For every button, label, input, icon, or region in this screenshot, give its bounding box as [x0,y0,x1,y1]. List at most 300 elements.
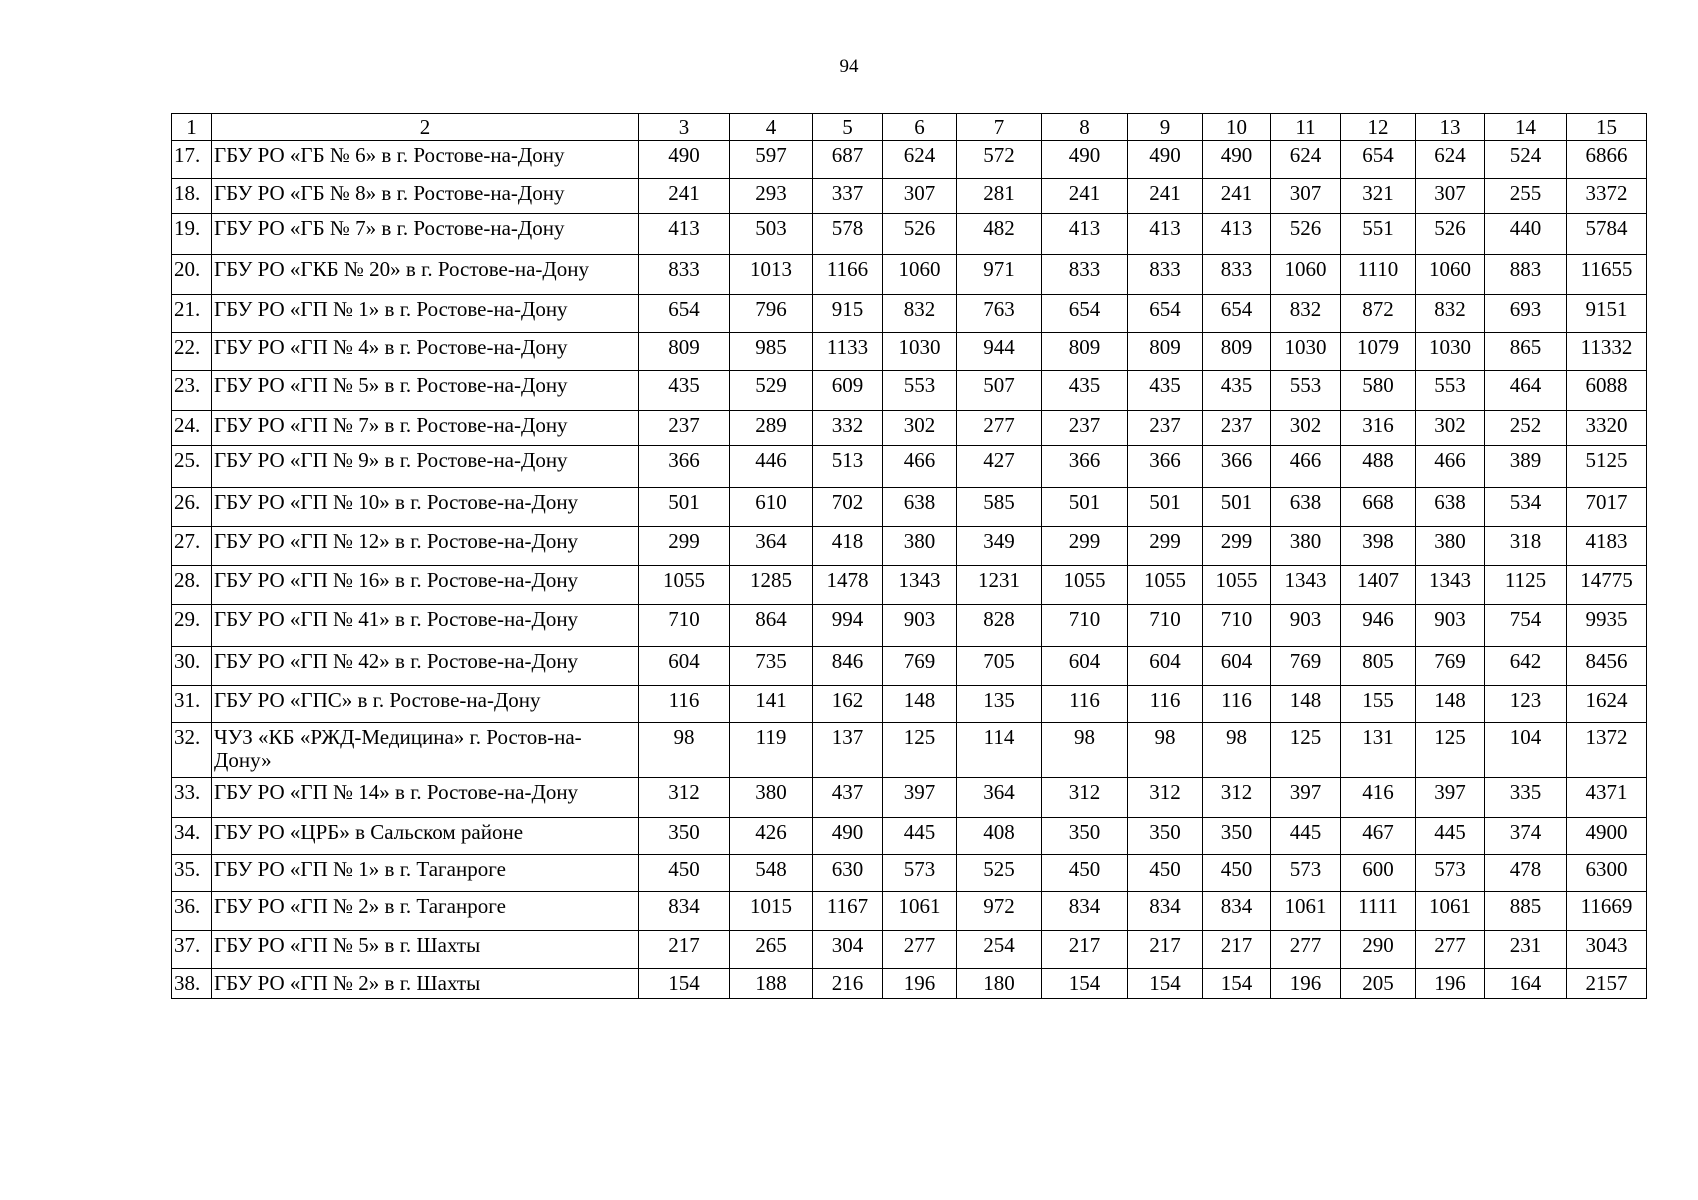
table-row [172,488,1647,527]
table-body [172,141,1647,999]
value-cell-col-3: 116 [639,686,730,723]
value-cell-col-11: 380 [1271,527,1341,566]
value-cell-col-7: 254 [957,931,1042,969]
value-cell-col-6: 302 [883,411,957,446]
value-cell-col-10: 501 [1203,488,1271,527]
value-cell-col-5: 630 [813,855,883,892]
value-cell-col-12: 1079 [1341,333,1416,371]
value-cell-col-8: 604 [1042,647,1128,686]
value-cell-col-3: 654 [639,295,730,333]
value-cell-col-3: 350 [639,818,730,855]
value-cell-col-4: 1285 [730,566,813,605]
value-cell-col-8: 116 [1042,686,1128,723]
value-cell-col-10: 435 [1203,371,1271,411]
value-cell-col-11: 1030 [1271,333,1341,371]
value-cell-col-3: 710 [639,605,730,647]
value-cell-col-15: 3320 [1567,411,1647,446]
value-cell-col-11: 553 [1271,371,1341,411]
value-cell-col-14: 164 [1485,969,1567,999]
column-header-2: 2 [212,114,639,141]
value-cell-col-10: 217 [1203,931,1271,969]
value-cell-col-5: 578 [813,214,883,255]
value-cell-col-15: 6088 [1567,371,1647,411]
value-cell-col-14: 883 [1485,255,1567,295]
column-header-14: 14 [1485,114,1567,141]
value-cell-col-4: 426 [730,818,813,855]
value-cell-col-14: 231 [1485,931,1567,969]
institution-name: ГБУ РО «ГП № 14» в г. Ростове-на-Дону [212,778,639,818]
value-cell-col-4: 735 [730,647,813,686]
value-cell-col-13: 302 [1416,411,1485,446]
value-cell-col-8: 490 [1042,141,1128,179]
value-cell-col-3: 501 [639,488,730,527]
value-cell-col-10: 1055 [1203,566,1271,605]
value-cell-col-8: 237 [1042,411,1128,446]
value-cell-col-10: 833 [1203,255,1271,295]
value-cell-col-3: 1055 [639,566,730,605]
table-row [172,778,1647,818]
value-cell-col-5: 304 [813,931,883,969]
value-cell-col-13: 624 [1416,141,1485,179]
value-cell-col-10: 154 [1203,969,1271,999]
row-number: 34. [172,818,212,855]
value-cell-col-5: 162 [813,686,883,723]
value-cell-col-6: 769 [883,647,957,686]
column-header-11: 11 [1271,114,1341,141]
row-number: 24. [172,411,212,446]
value-cell-col-11: 1060 [1271,255,1341,295]
value-cell-col-7: 114 [957,723,1042,778]
value-cell-col-7: 135 [957,686,1042,723]
value-cell-col-11: 148 [1271,686,1341,723]
value-cell-col-12: 416 [1341,778,1416,818]
value-cell-col-14: 318 [1485,527,1567,566]
value-cell-col-5: 1133 [813,333,883,371]
value-cell-col-3: 98 [639,723,730,778]
value-cell-col-6: 148 [883,686,957,723]
column-header-12: 12 [1341,114,1416,141]
row-number: 22. [172,333,212,371]
value-cell-col-7: 705 [957,647,1042,686]
column-header-4: 4 [730,114,813,141]
value-cell-col-4: 1013 [730,255,813,295]
value-cell-col-10: 237 [1203,411,1271,446]
value-cell-col-7: 277 [957,411,1042,446]
value-cell-col-13: 466 [1416,446,1485,488]
value-cell-col-9: 98 [1128,723,1203,778]
value-cell-col-13: 1030 [1416,333,1485,371]
table-row [172,371,1647,411]
value-cell-col-5: 687 [813,141,883,179]
value-cell-col-12: 155 [1341,686,1416,723]
value-cell-col-11: 466 [1271,446,1341,488]
institution-name: ГБУ РО «ГБ № 8» в г. Ростове-на-Дону [212,179,639,214]
value-cell-col-11: 624 [1271,141,1341,179]
value-cell-col-6: 526 [883,214,957,255]
value-cell-col-12: 805 [1341,647,1416,686]
value-cell-col-13: 148 [1416,686,1485,723]
value-cell-col-8: 809 [1042,333,1128,371]
value-cell-col-9: 604 [1128,647,1203,686]
value-cell-col-6: 1060 [883,255,957,295]
value-cell-col-13: 196 [1416,969,1485,999]
value-cell-col-10: 490 [1203,141,1271,179]
value-cell-col-8: 710 [1042,605,1128,647]
value-cell-col-10: 654 [1203,295,1271,333]
row-number: 19. [172,214,212,255]
value-cell-col-9: 833 [1128,255,1203,295]
value-cell-col-8: 98 [1042,723,1128,778]
value-cell-col-9: 154 [1128,969,1203,999]
value-cell-col-9: 350 [1128,818,1203,855]
value-cell-col-4: 985 [730,333,813,371]
institution-name: ГБУ РО «ГП № 2» в г. Шахты [212,969,639,999]
table-row [172,686,1647,723]
value-cell-col-11: 445 [1271,818,1341,855]
data-table [171,113,1647,999]
value-cell-col-4: 446 [730,446,813,488]
value-cell-col-12: 872 [1341,295,1416,333]
value-cell-col-13: 277 [1416,931,1485,969]
value-cell-col-3: 299 [639,527,730,566]
value-cell-col-12: 398 [1341,527,1416,566]
value-cell-col-6: 638 [883,488,957,527]
value-cell-col-11: 526 [1271,214,1341,255]
value-cell-col-15: 7017 [1567,488,1647,527]
institution-name: ГБУ РО «ГП № 1» в г. Ростове-на-Дону [212,295,639,333]
value-cell-col-5: 437 [813,778,883,818]
value-cell-col-4: 529 [730,371,813,411]
value-cell-col-15: 5125 [1567,446,1647,488]
value-cell-col-9: 413 [1128,214,1203,255]
value-cell-col-13: 125 [1416,723,1485,778]
value-cell-col-7: 763 [957,295,1042,333]
value-cell-col-11: 903 [1271,605,1341,647]
value-cell-col-5: 1167 [813,892,883,931]
value-cell-col-15: 5784 [1567,214,1647,255]
value-cell-col-7: 281 [957,179,1042,214]
value-cell-col-6: 380 [883,527,957,566]
value-cell-col-9: 654 [1128,295,1203,333]
institution-name: ГБУ РО «ГП № 10» в г. Ростове-на-Дону [212,488,639,527]
value-cell-col-11: 302 [1271,411,1341,446]
value-cell-col-15: 14775 [1567,566,1647,605]
institution-name: ГБУ РО «ГКБ № 20» в г. Ростове-на-Дону [212,255,639,295]
value-cell-col-11: 125 [1271,723,1341,778]
column-header-15: 15 [1567,114,1647,141]
value-cell-col-7: 349 [957,527,1042,566]
table-row [172,892,1647,931]
institution-name: ГБУ РО «ГП № 42» в г. Ростове-на-Дону [212,647,639,686]
column-header-9: 9 [1128,114,1203,141]
row-number: 37. [172,931,212,969]
value-cell-col-5: 137 [813,723,883,778]
value-cell-col-4: 141 [730,686,813,723]
value-cell-col-5: 915 [813,295,883,333]
value-cell-col-6: 397 [883,778,957,818]
value-cell-col-3: 490 [639,141,730,179]
value-cell-col-6: 553 [883,371,957,411]
value-cell-col-6: 277 [883,931,957,969]
row-number: 26. [172,488,212,527]
value-cell-col-14: 865 [1485,333,1567,371]
value-cell-col-8: 241 [1042,179,1128,214]
value-cell-col-13: 903 [1416,605,1485,647]
value-cell-col-10: 366 [1203,446,1271,488]
value-cell-col-13: 832 [1416,295,1485,333]
column-header-1: 1 [172,114,212,141]
column-header-7: 7 [957,114,1042,141]
value-cell-col-8: 366 [1042,446,1128,488]
value-cell-col-13: 553 [1416,371,1485,411]
value-cell-col-6: 196 [883,969,957,999]
table-row [172,647,1647,686]
value-cell-col-4: 796 [730,295,813,333]
institution-name: ЧУЗ «КБ «РЖД-Медицина» г. Ростов-на-Дону» [212,723,639,778]
institution-name: ГБУ РО «ЦРБ» в Сальском районе [212,818,639,855]
value-cell-col-14: 693 [1485,295,1567,333]
value-cell-col-8: 413 [1042,214,1128,255]
value-cell-col-8: 299 [1042,527,1128,566]
value-cell-col-7: 585 [957,488,1042,527]
value-cell-col-15: 6300 [1567,855,1647,892]
value-cell-col-14: 104 [1485,723,1567,778]
value-cell-col-14: 389 [1485,446,1567,488]
value-cell-col-15: 4900 [1567,818,1647,855]
value-cell-col-4: 380 [730,778,813,818]
table-row [172,566,1647,605]
row-number: 20. [172,255,212,295]
institution-name: ГБУ РО «ГП № 4» в г. Ростове-на-Дону [212,333,639,371]
value-cell-col-5: 702 [813,488,883,527]
table-row [172,855,1647,892]
value-cell-col-3: 241 [639,179,730,214]
value-cell-col-7: 572 [957,141,1042,179]
institution-name: ГБУ РО «ГП № 41» в г. Ростове-на-Дону [212,605,639,647]
column-header-3: 3 [639,114,730,141]
value-cell-col-6: 445 [883,818,957,855]
institution-name: ГБУ РО «ГБ № 6» в г. Ростове-на-Дону [212,141,639,179]
value-cell-col-3: 237 [639,411,730,446]
value-cell-col-12: 654 [1341,141,1416,179]
value-cell-col-4: 597 [730,141,813,179]
value-cell-col-14: 1125 [1485,566,1567,605]
value-cell-col-8: 501 [1042,488,1128,527]
row-number: 32. [172,723,212,778]
table-row [172,255,1647,295]
value-cell-col-13: 769 [1416,647,1485,686]
row-number: 35. [172,855,212,892]
value-cell-col-6: 125 [883,723,957,778]
value-cell-col-4: 293 [730,179,813,214]
table-row [172,527,1647,566]
row-number: 27. [172,527,212,566]
column-header-10: 10 [1203,114,1271,141]
value-cell-col-6: 466 [883,446,957,488]
value-cell-col-13: 526 [1416,214,1485,255]
value-cell-col-13: 380 [1416,527,1485,566]
value-cell-col-7: 507 [957,371,1042,411]
column-header-6: 6 [883,114,957,141]
value-cell-col-11: 307 [1271,179,1341,214]
value-cell-col-9: 501 [1128,488,1203,527]
value-cell-col-7: 944 [957,333,1042,371]
value-cell-col-15: 1372 [1567,723,1647,778]
value-cell-col-13: 1343 [1416,566,1485,605]
value-cell-col-9: 435 [1128,371,1203,411]
value-cell-col-4: 188 [730,969,813,999]
table-row [172,446,1647,488]
value-cell-col-4: 864 [730,605,813,647]
row-number: 38. [172,969,212,999]
value-cell-col-14: 754 [1485,605,1567,647]
table-row [172,969,1647,999]
value-cell-col-5: 1478 [813,566,883,605]
table-header-row [172,114,1647,141]
value-cell-col-15: 9935 [1567,605,1647,647]
value-cell-col-6: 1030 [883,333,957,371]
value-cell-col-4: 364 [730,527,813,566]
value-cell-col-10: 809 [1203,333,1271,371]
value-cell-col-8: 435 [1042,371,1128,411]
value-cell-col-8: 350 [1042,818,1128,855]
value-cell-col-4: 548 [730,855,813,892]
value-cell-col-12: 668 [1341,488,1416,527]
value-cell-col-10: 413 [1203,214,1271,255]
value-cell-col-8: 1055 [1042,566,1128,605]
value-cell-col-3: 435 [639,371,730,411]
value-cell-col-15: 8456 [1567,647,1647,686]
value-cell-col-8: 217 [1042,931,1128,969]
table-row [172,179,1647,214]
value-cell-col-3: 604 [639,647,730,686]
table-row [172,411,1647,446]
table-row [172,214,1647,255]
value-cell-col-12: 316 [1341,411,1416,446]
value-cell-col-15: 9151 [1567,295,1647,333]
value-cell-col-11: 832 [1271,295,1341,333]
value-cell-col-5: 418 [813,527,883,566]
value-cell-col-5: 846 [813,647,883,686]
value-cell-col-4: 119 [730,723,813,778]
value-cell-col-12: 600 [1341,855,1416,892]
value-cell-col-7: 364 [957,778,1042,818]
value-cell-col-12: 580 [1341,371,1416,411]
value-cell-col-12: 1111 [1341,892,1416,931]
value-cell-col-12: 205 [1341,969,1416,999]
value-cell-col-6: 1343 [883,566,957,605]
value-cell-col-5: 216 [813,969,883,999]
value-cell-col-7: 427 [957,446,1042,488]
value-cell-col-11: 1061 [1271,892,1341,931]
value-cell-col-14: 534 [1485,488,1567,527]
value-cell-col-14: 335 [1485,778,1567,818]
value-cell-col-14: 252 [1485,411,1567,446]
value-cell-col-6: 624 [883,141,957,179]
value-cell-col-13: 445 [1416,818,1485,855]
value-cell-col-3: 312 [639,778,730,818]
value-cell-col-9: 116 [1128,686,1203,723]
value-cell-col-15: 4371 [1567,778,1647,818]
page-number: 94 [839,56,859,77]
row-number: 33. [172,778,212,818]
value-cell-col-6: 573 [883,855,957,892]
value-cell-col-12: 946 [1341,605,1416,647]
value-cell-col-13: 1060 [1416,255,1485,295]
value-cell-col-7: 408 [957,818,1042,855]
value-cell-col-10: 450 [1203,855,1271,892]
value-cell-col-7: 828 [957,605,1042,647]
value-cell-col-15: 11332 [1567,333,1647,371]
value-cell-col-9: 241 [1128,179,1203,214]
value-cell-col-4: 1015 [730,892,813,931]
value-cell-col-7: 525 [957,855,1042,892]
value-cell-col-10: 299 [1203,527,1271,566]
value-cell-col-8: 154 [1042,969,1128,999]
value-cell-col-7: 1231 [957,566,1042,605]
value-cell-col-15: 1624 [1567,686,1647,723]
value-cell-col-11: 573 [1271,855,1341,892]
column-header-5: 5 [813,114,883,141]
column-header-8: 8 [1042,114,1128,141]
institution-name: ГБУ РО «ГП № 5» в г. Шахты [212,931,639,969]
value-cell-col-9: 366 [1128,446,1203,488]
institution-name: ГБУ РО «ГП № 1» в г. Таганроге [212,855,639,892]
value-cell-col-14: 123 [1485,686,1567,723]
value-cell-col-11: 196 [1271,969,1341,999]
value-cell-col-5: 332 [813,411,883,446]
table-row [172,723,1647,778]
value-cell-col-9: 312 [1128,778,1203,818]
value-cell-col-7: 180 [957,969,1042,999]
value-cell-col-10: 312 [1203,778,1271,818]
institution-name: ГБУ РО «ГП № 7» в г. Ростове-на-Дону [212,411,639,446]
value-cell-col-11: 638 [1271,488,1341,527]
value-cell-col-9: 809 [1128,333,1203,371]
value-cell-col-14: 464 [1485,371,1567,411]
row-number: 28. [172,566,212,605]
value-cell-col-12: 467 [1341,818,1416,855]
column-header-13: 13 [1416,114,1485,141]
value-cell-col-10: 116 [1203,686,1271,723]
row-number: 21. [172,295,212,333]
row-number: 23. [172,371,212,411]
value-cell-col-10: 241 [1203,179,1271,214]
value-cell-col-5: 609 [813,371,883,411]
row-number: 29. [172,605,212,647]
value-cell-col-13: 638 [1416,488,1485,527]
table-row [172,333,1647,371]
row-number: 25. [172,446,212,488]
value-cell-col-14: 642 [1485,647,1567,686]
value-cell-col-9: 1055 [1128,566,1203,605]
value-cell-col-13: 573 [1416,855,1485,892]
table-row [172,818,1647,855]
value-cell-col-7: 972 [957,892,1042,931]
value-cell-col-12: 131 [1341,723,1416,778]
institution-name: ГБУ РО «ГП № 16» в г. Ростове-на-Дону [212,566,639,605]
value-cell-col-12: 321 [1341,179,1416,214]
value-cell-col-3: 366 [639,446,730,488]
value-cell-col-5: 337 [813,179,883,214]
row-number: 31. [172,686,212,723]
value-cell-col-4: 265 [730,931,813,969]
value-cell-col-9: 237 [1128,411,1203,446]
institution-name: ГБУ РО «ГБ № 7» в г. Ростове-на-Дону [212,214,639,255]
row-number: 18. [172,179,212,214]
value-cell-col-12: 1407 [1341,566,1416,605]
value-cell-col-9: 450 [1128,855,1203,892]
